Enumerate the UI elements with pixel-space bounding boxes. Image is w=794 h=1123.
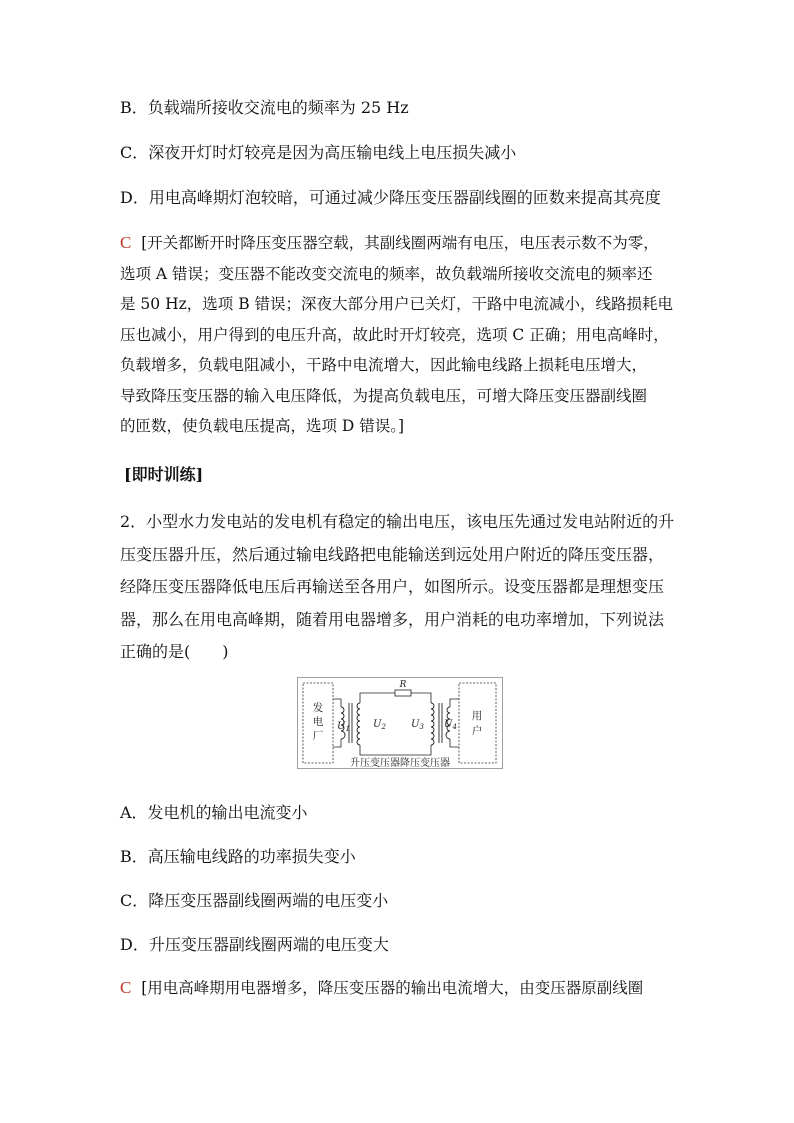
question-2-line: 经降压变压器降低电压后再输送至各用户，如图所示。设变压器都是理想变压 [120, 577, 665, 596]
user-char: 用 [471, 710, 483, 722]
resistor-r [395, 690, 411, 696]
answer-1-line: 选项 A 错误；变压器不能改变交流电的频率，故负载端所接收交流电的频率还 [120, 264, 653, 283]
label-u3: $U_3$ [411, 719, 424, 731]
power-plant-char: 发 [312, 702, 324, 714]
question-2-line: 正确的是( ) [120, 642, 229, 661]
answer-1-explanation [120, 228, 680, 442]
question-2 [120, 506, 690, 669]
answer-1-line: 的匝数，使负载电压提高，选项 D 错误。] [120, 417, 405, 435]
question-2-line: 2．小型水力发电站的发电机有稳定的输出电压，该电压先通过发电站附近的升 [120, 512, 675, 531]
answer-2-line: [用电高峰期用电器增多，降压变压器的输出电流增大，由变压器原副线圈 [141, 979, 644, 997]
step-down-primary-coil [431, 703, 434, 745]
section-heading: [即时训练] [124, 465, 204, 484]
option-b-top: B．负载端所接收交流电的频率为 25 Hz [120, 98, 409, 117]
transmission-circuit-diagram [297, 677, 503, 769]
label-u1: $U_1$ [337, 721, 350, 733]
option-b: B．高压输电线路的功率损失变小 [120, 847, 356, 866]
option-c-top: C．深夜开灯时灯较亮是因为高压输电线上电压损失减小 [120, 143, 517, 162]
step-up-secondary-coil [357, 703, 360, 745]
answer-1-line: [开关都断开时降压变压器空载，其副线圈两端有电压，电压表示数不为零， [141, 234, 659, 252]
option-a: A．发电机的输出电流变小 [120, 803, 308, 822]
power-plant-char: 厂 [312, 730, 324, 742]
answer-1-letter: C [120, 233, 132, 252]
power-plant-char: 电 [312, 716, 324, 728]
label-u4: $U_4$ [444, 719, 457, 731]
resistor-label: R [399, 680, 407, 690]
question-2-line: 压变压器升压，然后通过输电线路把电能输送到远处用户附近的降压变压器， [120, 544, 665, 564]
user-box [459, 683, 496, 763]
option-d-top: D．用电高峰期灯泡较暗，可通过减少降压变压器副线圈的匝数来提高其亮度 [120, 188, 661, 207]
question-2-line: 器，那么在用电高峰期，随着用电器增多，用户消耗的电功率增加，下列说法 [120, 609, 665, 629]
answer-1-line: 是 50 Hz，选项 B 错误；深夜大部分用户已关灯，干路中电流减小，线路损耗电 [120, 295, 674, 313]
answer-2-explanation [120, 973, 700, 1004]
answer-1-line: 导致降压变压器的输入电压降低，为提高负载电压，可增大降压变压器副线圈 [120, 386, 648, 405]
answer-1-line: 负载增多，负载电阻减小，干路中电流增大，因此输电线路上损耗电压增大， [120, 356, 648, 374]
option-c: C．降压变压器副线圈两端的电压变小 [120, 891, 389, 910]
answer-1-line: 压也减小，用户得到的电压升高，故此时开灯较亮，选项 C 正确；用电高峰时， [120, 325, 669, 344]
label-u2: $U_2$ [373, 719, 386, 731]
option-d: D．升压变压器副线圈两端的电压变大 [120, 935, 389, 954]
answer-2-letter: C [120, 978, 132, 997]
user-char: 户 [471, 725, 483, 737]
diagram-caption: 升压变压器降压变压器 [350, 758, 450, 769]
